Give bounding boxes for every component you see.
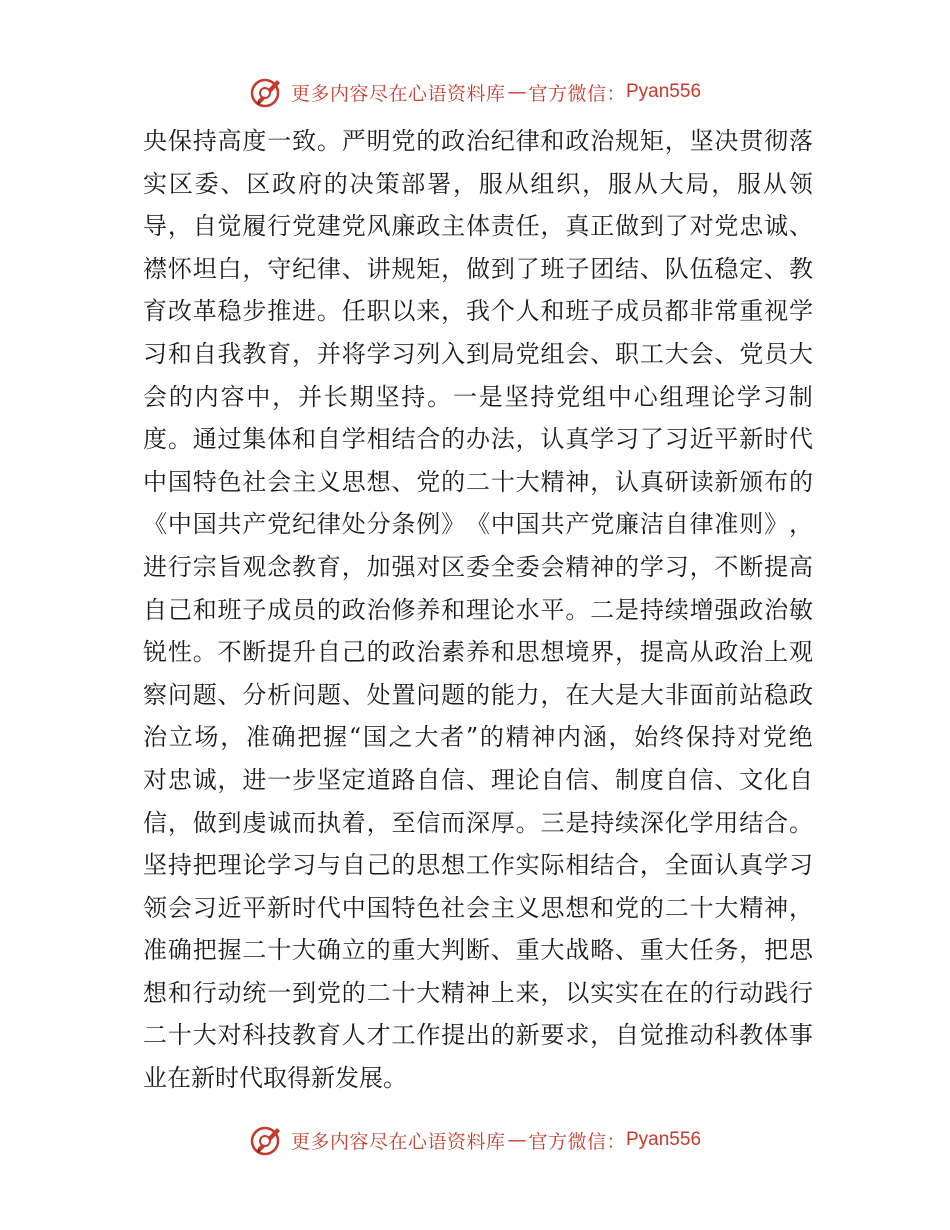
- text-line: 业在新时代取得新发展。: [143, 1064, 407, 1093]
- watermark-separator: —: [507, 81, 527, 103]
- text-line: 度 。 通 过 集 体 和 自 学 相 结 合 的 办 法 ， 认 真 学 习 了 习 近 平 新 时 代: [143, 425, 813, 454]
- text-line: 察 问 题 、 分 析 问 题 、 处 置 问 题 的 能 力 ， 在 大 是 大 非 面 前 站 稳 政: [143, 680, 813, 709]
- text-line: 想 和 行 动 统 一 到 党 的 二 十 大 精 神 上 来 ， 以 实 实 在 在 的 行 动 践 行: [143, 978, 813, 1007]
- pen-logo-icon: [249, 1122, 285, 1158]
- text-line: 央 保 持 高 度 一 致 。 严 明 党 的 政 治 纪 律 和 政 治 规 矩 ， 坚 决 贯 彻 落: [143, 127, 813, 155]
- header-watermark: [0, 72, 950, 112]
- text-line: 实 区 委 、 区 政 府 的 决 策 部 署 ， 服 从 组 织 ， 服 从 大 局 ， 服 从 领: [143, 169, 813, 198]
- text-line: 领 会 习 近 平 新 时 代 中 国 特 色 社 会 主 义 思 想 和 党 的 二 十 大 精 神 ，: [143, 893, 813, 922]
- text-line: 治 立 场 ， 准 确 把 握 “ 国 之 大 者 ” 的 精 神 内 涵 ， 始 终 保 持 对 党 绝: [143, 723, 813, 752]
- text-line: 导 ， 自 觉 履 行 党 建 党 风 廉 政 主 体 责 任 ， 真 正 做 到 了 对 党 忠 诚 、: [143, 212, 813, 241]
- text-line: 中 国 特 色 社 会 主 义 思 想 、 党 的 二 十 大 精 神 ， 认 真 研 读 新 颁 布 的: [143, 467, 813, 496]
- text-line: 进 行 宗 旨 观 念 教 育 ， 加 强 对 区 委 全 委 会 精 神 的 学 习 ， 不 断 提 高: [143, 552, 813, 581]
- watermark-wechat-label: 官方微信：: [528, 82, 626, 105]
- text-line: 准 确 把 握 二 十 大 确 立 的 重 大 判 断 、 重 大 战 略 、 重 大 任 务 ， 把 思: [143, 936, 813, 965]
- watermark-separator: —: [507, 1129, 527, 1151]
- footer-watermark: [0, 1120, 950, 1160]
- text-line: 锐 性 。 不 断 提 升 自 己 的 政 治 素 养 和 思 想 境 界 ， 提 高 从 政 治 上 观: [143, 638, 813, 667]
- watermark-wechat-id: Pyan556: [626, 81, 702, 102]
- text-line: 自 己 和 班 子 成 员 的 政 治 修 养 和 理 论 水 平 。 二 是 持 续 增 强 政 治 敏: [143, 595, 813, 624]
- text-line: 《 中 国 共 产 党 纪 律 处 分 条 例 》 《 中 国 共 产 党 廉 洁 自 律 准 则 》 ，: [143, 510, 813, 539]
- text-line: 对 忠 诚 ， 进 一 步 坚 定 道 路 自 信 、 理 论 自 信 、 制 度 自 信 、 文 化 自: [143, 765, 813, 794]
- text-line: 二 十 大 对 科 技 教 育 人 才 工 作 提 出 的 新 要 求 ， 自 觉 推 动 科 教 体 事: [143, 1021, 813, 1050]
- text-line: 信 ， 做 到 虔 诚 而 执 着 ， 至 信 而 深 厚 。 三 是 持 续 深 化 学 用 结 合 。: [143, 808, 813, 837]
- text-line: 育 改 革 稳 步 推 进 。 任 职 以 来 ， 我 个 人 和 班 子 成 员 都 非 常 重 视 学: [143, 297, 813, 326]
- text-line: 襟 怀 坦 白 ， 守 纪 律 、 讲 规 矩 ， 做 到 了 班 子 团 结 、 队 伍 稳 定 、 教: [143, 254, 813, 283]
- document-body: [143, 120, 813, 1100]
- watermark-text: 更多内容尽在心语资料库: [290, 1130, 506, 1153]
- text-line: 习 和 自 我 教 育 ， 并 将 学 习 列 入 到 局 党 组 会 、 职 工 大 会 、 党 员 大: [143, 339, 813, 368]
- text-line: 会 的 内 容 中 ， 并 长 期 坚 持 。 一 是 坚 持 党 组 中 心 组 理 论 学 习 制: [143, 382, 813, 411]
- pen-logo-icon: [249, 74, 285, 110]
- watermark-wechat-label: 官方微信：: [528, 1130, 626, 1153]
- watermark-wechat-id: Pyan556: [626, 1129, 702, 1150]
- text-line: 坚 持 把 理 论 学 习 与 自 己 的 思 想 工 作 实 际 相 结 合 ， 全 面 认 真 学 习: [143, 851, 813, 880]
- watermark-text: 更多内容尽在心语资料库: [290, 82, 506, 105]
